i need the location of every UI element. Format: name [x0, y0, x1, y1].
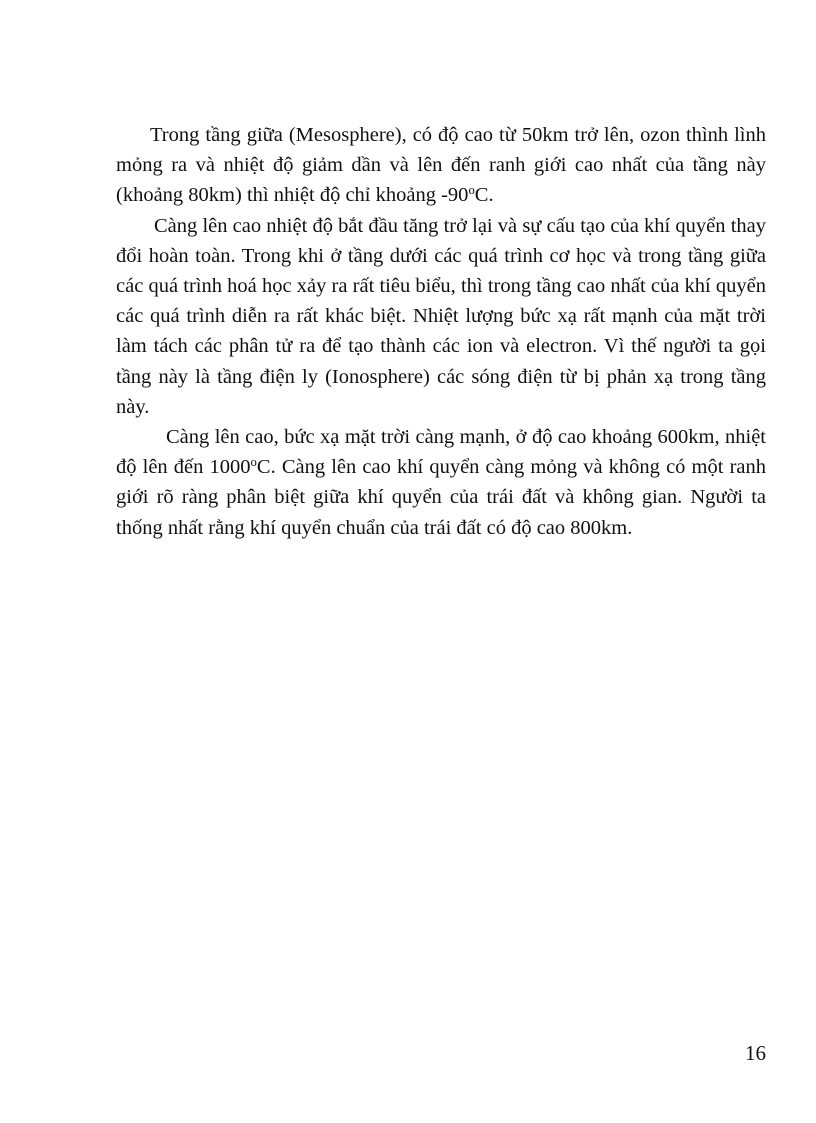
paragraph-text: C. Càng lên cao khí quyển càng mỏng và không có một ranh giới rõ ràng phân biệt giữa khí quyển của trái đất và không gian. Người ta thống nhất rằng khí quyển chuẩn của trái đất có độ cao 800km. — [116, 456, 766, 539]
paragraph-upper-atmosphere — [116, 422, 766, 543]
degree-superscript: o — [468, 183, 475, 198]
paragraph-text: C. — [474, 184, 494, 207]
page-number: 16 — [745, 1041, 766, 1065]
paragraph-text: Càng lên cao nhiệt độ bắt đầu tăng trở lại và sự cấu tạo của khí quyển thay đổi hoàn toàn. Trong khi ở tầng dưới các quá trình cơ học và trong tầng giữa các quá trình hoá học xảy ra rất tiêu biểu, thì trong tầng cao nhất của khí quyển các quá trình diễn ra rất khác biệt. Nhiệt lượng bức xạ rất mạnh của mặt trời làm tách các phân tử ra để tạo thành các ion và electron. Vì thế người ta gọi tầng này là tầng điện ly (Ionosphere) các sóng điện từ bị phản xạ trong tầng này. — [116, 214, 766, 418]
paragraph-mesosphere — [116, 120, 766, 211]
paragraph-text: Trong tầng giữa (Mesosphere), có độ cao từ 50km trở lên, ozon thình lình mỏng ra và nhiệt độ giảm dần và lên đến ranh giới cao nhất của tầng này (khoảng 80km) thì nhiệt độ chỉ khoảng -90 — [116, 124, 766, 207]
degree-superscript: o — [250, 455, 257, 470]
body-text — [116, 120, 766, 543]
paragraph-ionosphere — [116, 211, 766, 422]
paragraph-text: Càng lên cao, bức xạ mặt trời càng mạnh, ở độ cao khoảng 600km, nhiệt độ lên đến 1000 — [116, 426, 766, 479]
